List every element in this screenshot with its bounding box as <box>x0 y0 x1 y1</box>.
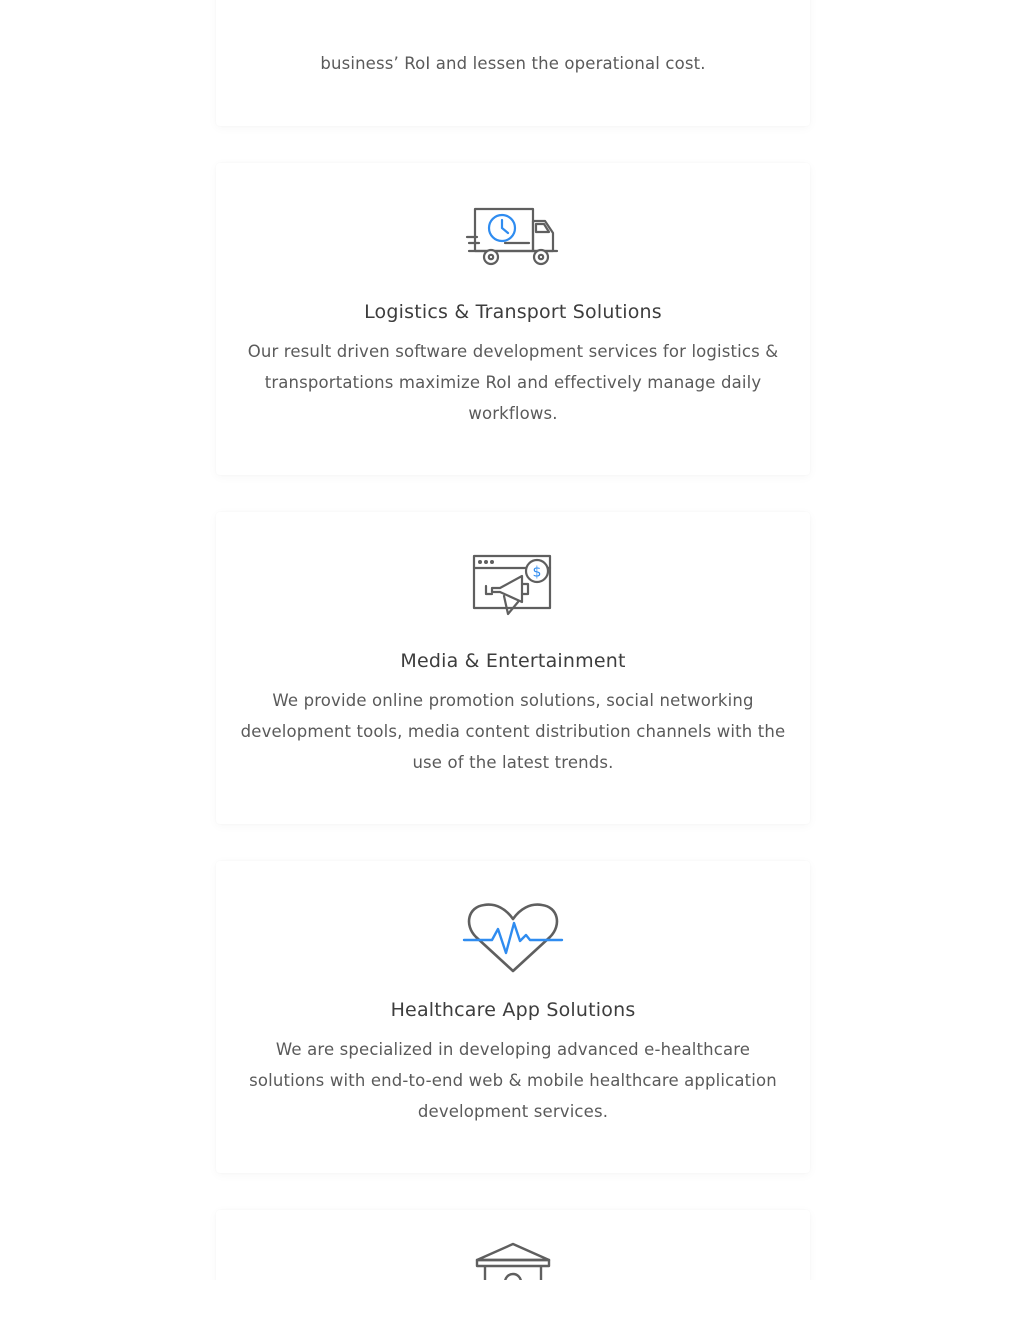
service-description: We provide online promotion solutions, social networking development tools, media content distribution channels with the use of the latest trends. <box>240 691 786 772</box>
heart-pulse-icon <box>462 901 564 975</box>
browser-megaphone-dollar-icon <box>470 552 556 624</box>
service-card-media <box>216 512 810 824</box>
service-card-partial-top <box>216 0 810 126</box>
service-description: business’ RoI and lessen the operational cost. <box>320 54 706 73</box>
service-title: Healthcare App Solutions <box>390 999 636 1021</box>
service-title: Media & Entertainment <box>400 650 626 672</box>
svg-text:$: $ <box>532 564 542 581</box>
bank-building-icon <box>473 1242 553 1280</box>
service-description: We are specialized in developing advanced e-healthcare solutions with end-to-end web & mobile healthcare application development services. <box>249 1040 777 1121</box>
service-title: Logistics & Transport Solutions <box>364 301 662 323</box>
service-description: Our result driven software development services for logistics & transportations maximize RoI and effectively manage daily workflows. <box>247 342 779 423</box>
delivery-truck-clock-icon <box>465 203 561 269</box>
service-card-logistics <box>216 163 810 475</box>
service-card-partial-bottom <box>216 1210 810 1280</box>
service-card-healthcare <box>216 861 810 1173</box>
